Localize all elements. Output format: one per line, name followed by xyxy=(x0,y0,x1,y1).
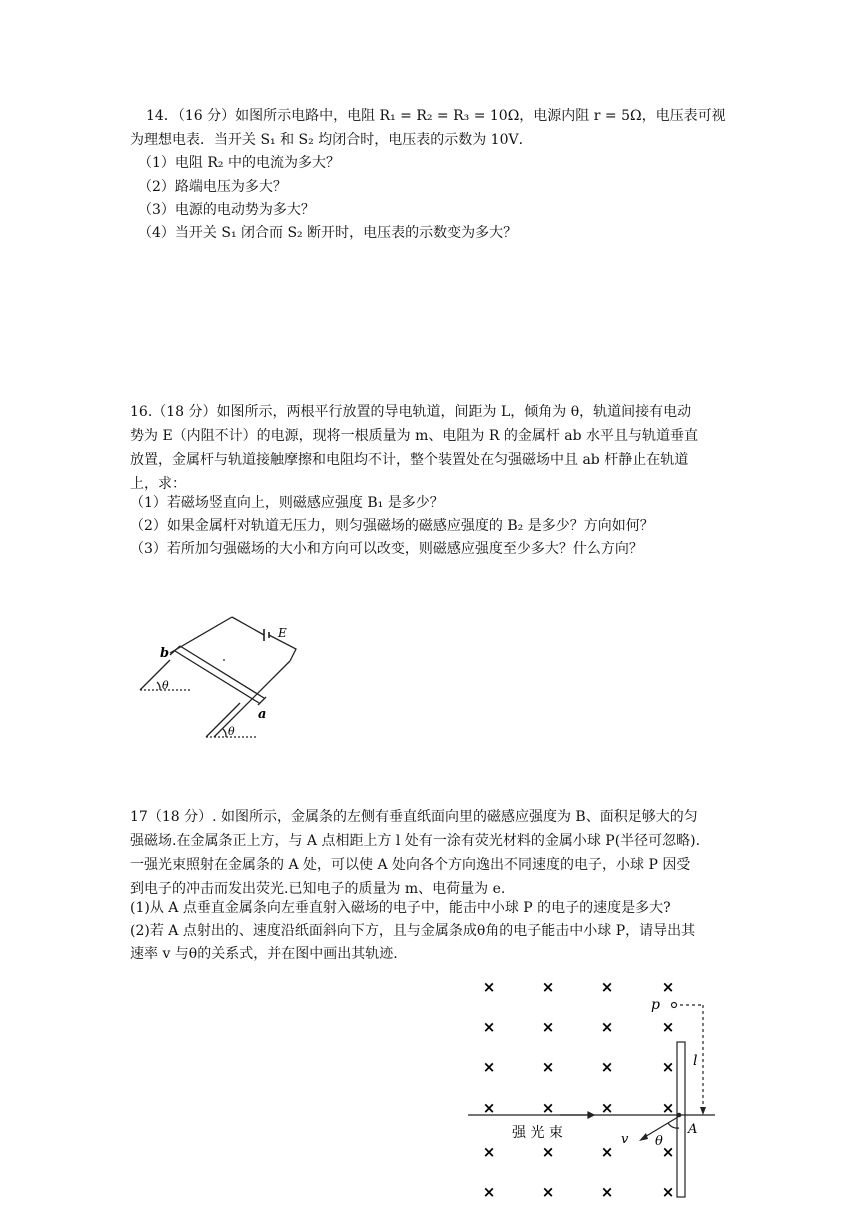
label-b: b xyxy=(160,646,170,661)
field-cross: × xyxy=(482,1143,496,1161)
field-cross: × xyxy=(541,1143,555,1161)
point-A xyxy=(677,1113,682,1118)
field-cross: × xyxy=(600,1143,614,1161)
metal-strip xyxy=(677,1042,685,1197)
q17-field-figure xyxy=(460,975,730,1205)
field-cross: × xyxy=(541,1018,555,1036)
label-theta-2: θ xyxy=(228,725,235,738)
field-cross: × xyxy=(600,1099,614,1117)
label-a: a xyxy=(258,707,267,722)
q16-stem-line3: 放置，金属杆与轨道接触摩擦和电阻均不计，整个装置处在匀强磁场中且 ab 杆静止在轨道 xyxy=(130,452,689,468)
q17-item-1: (1)从 A 点垂直金属条向左垂直射入磁场的电子中，能击中小球 P 的电子的速度是多大? xyxy=(130,900,671,916)
field-cross: × xyxy=(661,1143,675,1161)
q17-item-2-line1: (2)若 A 点射出的、速度沿纸面斜向下方，且与金属条成θ角的电子能击中小球 P，请导出其 xyxy=(130,923,696,939)
field-cross: × xyxy=(482,1099,496,1117)
q16-stem-line2: 势为 E（内阻不计）的电源，现将一根质量为 m、电阻为 R 的金属杆 ab 水平且与轨道垂直 xyxy=(130,428,699,444)
q16-stem-line1: 16.（18 分）如图所示，两根平行放置的导电轨道，间距为 L，倾角为 θ，轨道间接有电动 xyxy=(130,404,692,420)
field-cross: × xyxy=(482,1058,496,1076)
field-cross: × xyxy=(661,1018,675,1036)
q16-item-2: （2）如果金属杆对轨道无压力，则匀强磁场的磁感应强度的 B₂ 是多少？方向如何？ xyxy=(130,518,654,534)
label-A: A xyxy=(688,1122,698,1137)
field-cross: × xyxy=(661,978,675,996)
q17-stem-line1: 17（18 分）. 如图所示，金属条的左侧有垂直纸面向里的磁感应强度为 B、面积足够大的匀 xyxy=(130,809,698,825)
q16-rails-figure xyxy=(130,605,310,745)
field-cross: × xyxy=(600,1018,614,1036)
field-cross: × xyxy=(482,1183,496,1201)
label-theta: θ xyxy=(655,1134,663,1149)
label-p: p xyxy=(651,997,660,1013)
q16-item-1: （1）若磁场竖直向上，则磁感应强度 B₁ 是多少？ xyxy=(130,495,444,511)
field-cross: × xyxy=(541,1099,555,1117)
q16-stem-line4: 上，求： xyxy=(130,476,186,492)
magnetic-field-crosses xyxy=(483,978,675,1201)
q17-item-2-line2: 速率 v 与θ的关系式，并在图中画出其轨迹. xyxy=(130,946,398,962)
q14-stem-line2: 为理想电表．当开关 S₁ 和 S₂ 均闭合时，电压表的示数为 10V． xyxy=(130,132,533,148)
q14-item-1: （1）电阻 R₂ 中的电流为多大？ xyxy=(138,155,340,171)
ball-p xyxy=(672,1003,677,1008)
label-E: E xyxy=(278,626,287,640)
q17-stem-line3: 一强光束照射在金属条的 A 处，可以使 A 处向各个方向逸出不同速度的电子，小球 P 因受 xyxy=(130,857,691,873)
field-cross: × xyxy=(541,1183,555,1201)
field-cross: × xyxy=(600,1058,614,1076)
field-cross: × xyxy=(600,978,614,996)
field-cross: × xyxy=(661,1058,675,1076)
label-l: l xyxy=(693,1053,698,1069)
upper-rail xyxy=(170,617,232,653)
q14-item-3: （3）电源的电动势为多大？ xyxy=(138,202,315,218)
q17-stem-line2: 强磁场.在金属条正上方，与 A 点相距上方 l 处有一涂有荧光材料的金属小球 P(半径可忽略). xyxy=(130,833,701,849)
field-cross: × xyxy=(482,978,496,996)
field-cross: × xyxy=(661,1183,675,1201)
q14-item-4: （4）当开关 S₁ 闭合而 S₂ 断开时，电压表的示数变为多大？ xyxy=(138,225,518,241)
label-theta-1: θ xyxy=(162,679,169,692)
field-cross: × xyxy=(661,1099,675,1117)
q14-item-2: （2）路端电压为多大？ xyxy=(138,179,287,195)
field-cross: × xyxy=(541,1058,555,1076)
label-v: v xyxy=(621,1132,629,1147)
field-cross: × xyxy=(482,1018,496,1036)
field-cross: × xyxy=(600,1183,614,1201)
q17-stem-line4: 到电子的冲击而发出荧光.已知电子的质量为 m、电荷量为 e. xyxy=(130,881,506,897)
q14-stem-line1: 14．（16 分）如图所示电路中，电阻 R₁ = R₂ = R₃ = 10Ω，电源内阻 r = 5Ω，电压表可视 xyxy=(146,108,726,124)
field-cross: × xyxy=(541,978,555,996)
label-beam: 强 光 束 xyxy=(512,1125,563,1141)
q16-item-3: （3）若所加匀强磁场的大小和方向可以改变，则磁感应强度至少多大？什么方向？ xyxy=(130,541,643,557)
